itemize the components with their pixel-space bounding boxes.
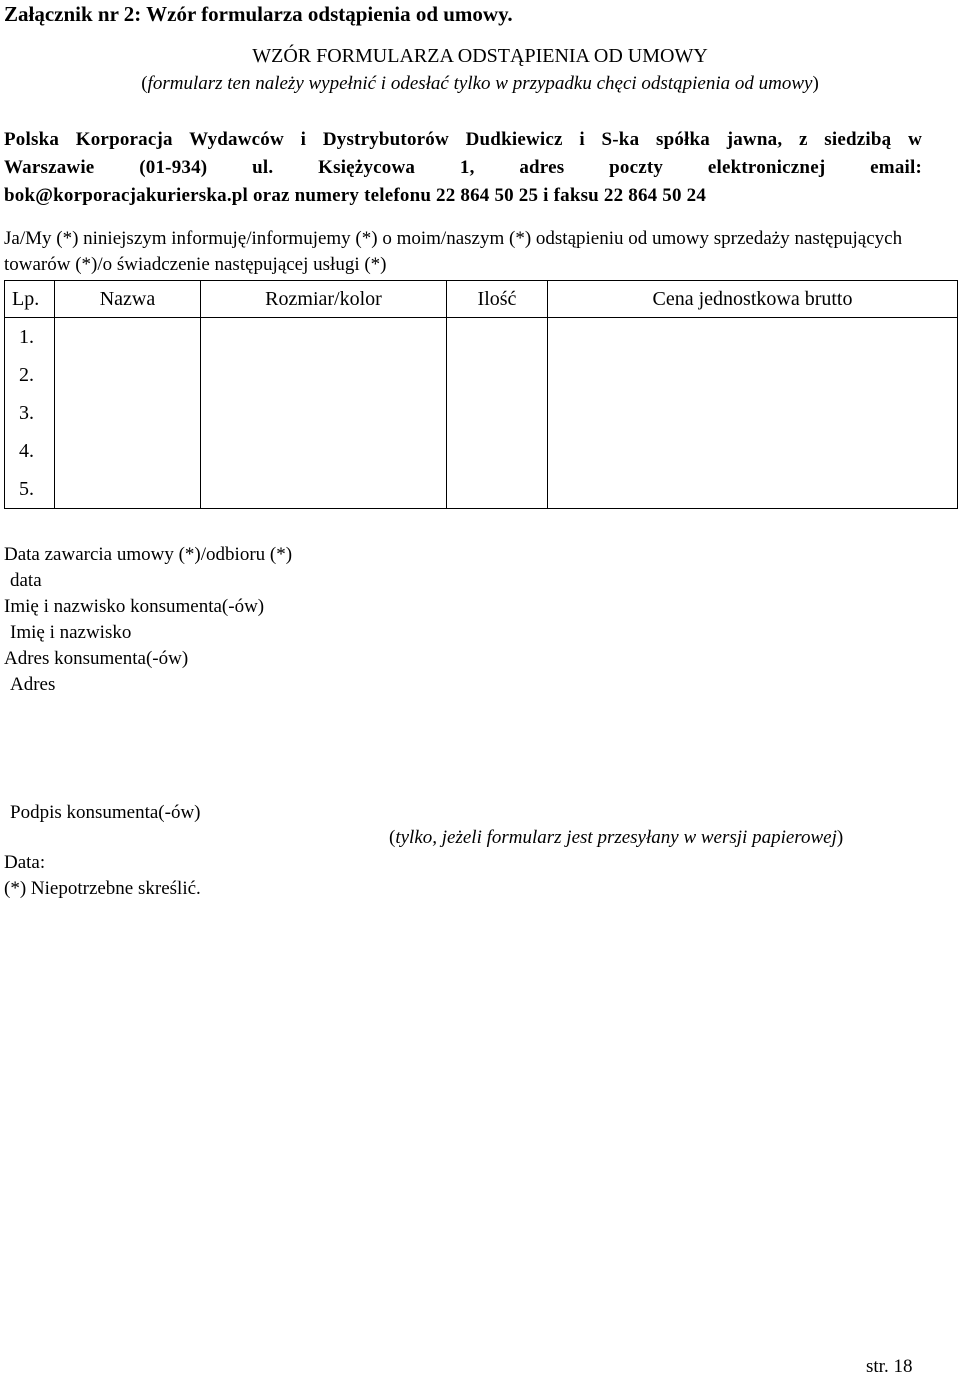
row-number: 2. — [5, 356, 55, 394]
table-row — [5, 318, 958, 357]
cell-nazwa[interactable] — [55, 356, 201, 394]
row-number: 5. — [5, 470, 55, 509]
subtitle-text: formularz ten należy wypełnić i odesłać tylko w przypadku chęci odstąpienia od umowy — [147, 73, 813, 94]
note-close-paren: ) — [836, 827, 844, 848]
cell-rozmiar[interactable] — [201, 470, 447, 509]
cell-cena[interactable] — [548, 356, 958, 394]
consumer-address-field[interactable]: Adres — [10, 674, 56, 695]
form-title: WZÓR FORMULARZA ODSTĄPIENIA OD UMOWY — [252, 45, 708, 67]
table-row — [5, 356, 958, 394]
cell-nazwa[interactable] — [55, 432, 201, 470]
company-info — [4, 126, 922, 210]
date-label: Data: — [4, 852, 46, 873]
cell-ilosc[interactable] — [447, 470, 548, 509]
company-line-1: Polska Korporacja Wydawców i Dystrybutorów Dudkiewicz i S-ka spółka jawna, z siedzibą w — [4, 129, 922, 150]
subtitle-close-paren: ) — [812, 73, 819, 94]
header-rozmiar-kolor: Rozmiar/kolor — [201, 281, 447, 318]
contract-date-field[interactable]: data — [10, 570, 42, 591]
row-number: 4. — [5, 432, 55, 470]
header-cena: Cena jednostkowa brutto — [548, 281, 958, 318]
cell-ilosc[interactable] — [447, 318, 548, 357]
contract-date-label: Data zawarcia umowy (*)/odbioru (*) — [4, 544, 293, 565]
cell-rozmiar[interactable] — [201, 318, 447, 357]
cell-ilosc[interactable] — [447, 432, 548, 470]
cell-nazwa[interactable] — [55, 318, 201, 357]
signature-note — [389, 827, 843, 849]
signature-label: Podpis konsumenta(-ów) — [10, 802, 201, 823]
cell-rozmiar[interactable] — [201, 432, 447, 470]
document-heading: Załącznik nr 2: Wzór formularza odstąpienia od umowy. — [4, 2, 513, 26]
footnote: (*) Niepotrzebne skreślić. — [4, 878, 201, 899]
consumer-name-field[interactable]: Imię i nazwisko — [10, 622, 132, 643]
header-ilosc: Ilość — [447, 281, 548, 318]
cell-nazwa[interactable] — [55, 470, 201, 509]
table-row — [5, 394, 958, 432]
cell-ilosc[interactable] — [447, 394, 548, 432]
cell-cena[interactable] — [548, 394, 958, 432]
consumer-address-label: Adres konsumenta(-ów) — [4, 648, 189, 669]
cell-ilosc[interactable] — [447, 356, 548, 394]
company-line-2: Warszawie (01-934) ul. Księżycowa 1, adres poczty elektronicznej email: — [4, 157, 922, 178]
withdrawal-statement: Ja/My (*) niniejszym informuję/informujemy (*) o moim/naszym (*) odstąpieniu od umowy sprzedaży następujących towarów (*)/o świadczenie następującej usługi (*) — [4, 228, 903, 275]
cell-nazwa[interactable] — [55, 394, 201, 432]
table-row — [5, 470, 958, 509]
page-number: str. 18 — [866, 1356, 913, 1377]
cell-cena[interactable] — [548, 318, 958, 357]
cell-rozmiar[interactable] — [201, 394, 447, 432]
table-row — [5, 432, 958, 470]
row-number: 3. — [5, 394, 55, 432]
cell-rozmiar[interactable] — [201, 356, 447, 394]
cell-cena[interactable] — [548, 432, 958, 470]
company-line-3: bok@korporacjakurierska.pl oraz numery telefonu 22 864 50 25 i faksu 22 864 50 24 — [4, 185, 707, 206]
goods-table — [4, 280, 958, 509]
note-open-paren: ( — [389, 827, 396, 848]
consumer-name-label: Imię i nazwisko konsumenta(-ów) — [4, 596, 265, 617]
header-lp: Lp. — [5, 281, 55, 318]
row-number: 1. — [5, 318, 55, 357]
form-subtitle — [0, 73, 960, 95]
note-text: tylko, jeżeli formularz jest przesyłany w wersji papierowej — [395, 827, 837, 848]
cell-cena[interactable] — [548, 470, 958, 509]
header-nazwa: Nazwa — [55, 281, 201, 318]
subtitle-open-paren: ( — [141, 73, 148, 94]
table-header-row — [5, 281, 958, 318]
